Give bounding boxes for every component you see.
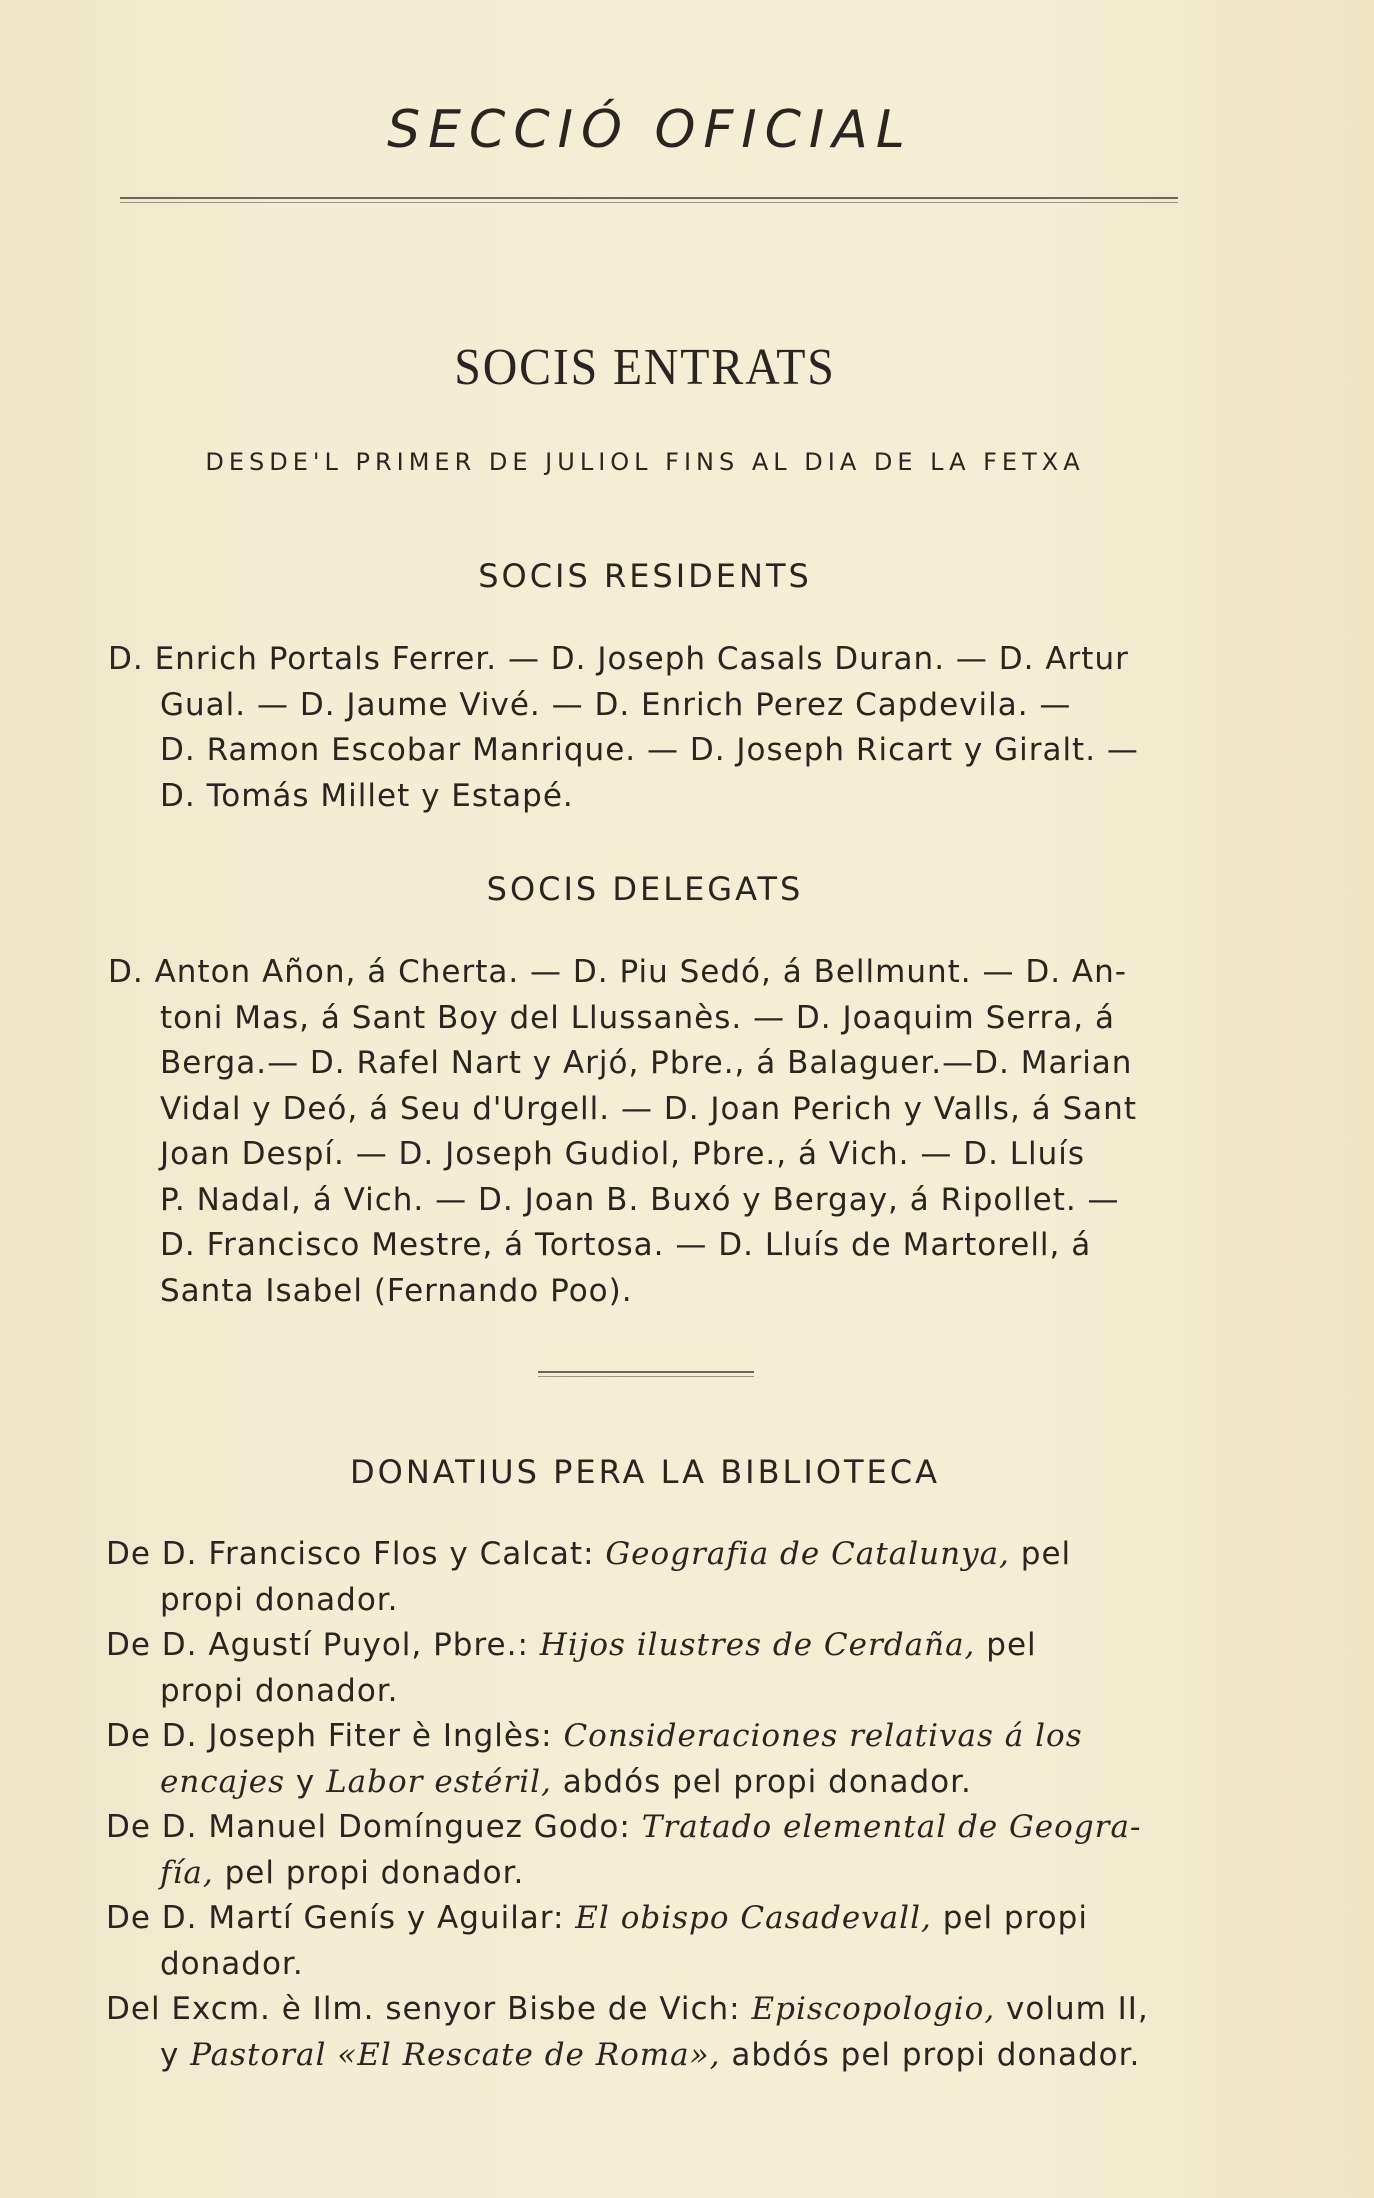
delegats-line: Joan Despí. — D. Joseph Gudiol, Pbre., á Vich. — D. Lluís xyxy=(160,1136,1086,1172)
residents-paragraph xyxy=(108,637,1186,819)
delegats-line: Vidal y Deó, á Seu d'Urgell. — D. Joan Perich y Valls, á Sant xyxy=(160,1090,1137,1127)
residents-line: D. Tomás Millet y Estapé. xyxy=(160,777,574,814)
donation-entry xyxy=(106,1714,1186,1805)
donation-entry xyxy=(106,1532,1186,1623)
delegats-line: D. Anton Añon, á Cherta. — D. Piu Sedó, á Bellmunt. — D. An- xyxy=(108,954,1127,990)
socis-entrats-heading: SOCIS ENTRATS xyxy=(454,339,836,396)
top-rule-thin xyxy=(120,202,1178,203)
donation-entry xyxy=(106,1896,1186,1987)
book-title: Episcopologio, xyxy=(751,1991,996,2027)
donation-entry xyxy=(106,1623,1186,1714)
residents-line: D. Ramon Escobar Manrique. — D. Joseph Ricart y Giralt. — xyxy=(160,732,1139,768)
delegats-line: Berga.— D. Rafel Nart y Arjó, Pbre., á Balaguer.—D. Marian xyxy=(160,1045,1133,1081)
book-title: Hijos ilustres de Cerdaña, xyxy=(539,1627,976,1663)
residents-heading: SOCIS RESIDENTS xyxy=(478,557,812,595)
donation-entry xyxy=(106,1805,1186,1896)
delegats-line: Santa Isabel (Fernando Poo). xyxy=(160,1272,633,1309)
delegats-paragraph xyxy=(108,950,1186,1314)
donation-text: abdós pel propi donador. xyxy=(551,1763,972,1800)
book-title: fía, xyxy=(160,1854,214,1891)
donation-text: pel propi xyxy=(931,1900,1088,1936)
residents-line: D. Enrich Portals Ferrer. — D. Joseph Casals Duran. — D. Artur xyxy=(108,641,1129,677)
section-divider xyxy=(538,1371,754,1373)
donor-text: De D. Agustí Puyol, Pbre.: xyxy=(106,1627,540,1663)
delegats-line: P. Nadal, á Vich. — D. Joan B. Buxó y Bergay, á Ripollet. — xyxy=(160,1181,1120,1218)
donation-text: pel propi donador. xyxy=(213,1854,525,1891)
section-divider-thin xyxy=(538,1376,754,1377)
donor-text: De D. Manuel Domínguez Godo: xyxy=(106,1809,642,1845)
residents-line: Gual. — D. Jaume Vivé. — D. Enrich Perez Capdevila. — xyxy=(160,686,1072,723)
donation-text: y xyxy=(285,1763,327,1800)
donatius-heading: DONATIUS PERA LA BIBLIOTECA xyxy=(350,1453,940,1491)
book-title: El obispo Casadevall, xyxy=(575,1900,932,1936)
socis-entrats-subtitle: DESDE'L PRIMER DE JULIOL FINS AL DIA DE LA FETXA xyxy=(205,448,1085,476)
donation-text: pel xyxy=(1009,1536,1072,1572)
donation-text: y xyxy=(160,2036,191,2073)
donor-text: Del Excm. è Ilm. senyor Bisbe de Vich: xyxy=(106,1991,752,2027)
book-title: Geografia de Catalunya, xyxy=(605,1536,1010,1572)
donation-text: propi donador. xyxy=(160,1581,399,1618)
book-title: Labor estéril, xyxy=(326,1763,552,1800)
book-title: Consideraciones relativas á los xyxy=(563,1718,1083,1754)
donation-text: donador. xyxy=(160,1945,304,1982)
delegats-line: D. Francisco Mestre, á Tortosa. — D. Lluís de Martorell, á xyxy=(160,1227,1092,1263)
donor-text: De D. Francisco Flos y Calcat: xyxy=(106,1536,606,1572)
donor-text: De D. Martí Genís y Aguilar: xyxy=(106,1900,576,1936)
donation-entry xyxy=(106,1987,1186,2078)
delegats-line: toni Mas, á Sant Boy del Llussanès. — D. Joaquim Serra, á xyxy=(160,999,1116,1036)
book-title: Pastoral «El Rescate de Roma», xyxy=(190,2036,721,2073)
book-title: Tratado elemental de Geogra- xyxy=(641,1809,1142,1845)
donor-text: De D. Joseph Fiter è Inglès: xyxy=(106,1718,564,1754)
donation-text: volum II, xyxy=(995,1991,1149,2027)
top-rule xyxy=(120,197,1178,199)
donation-text: pel xyxy=(975,1627,1037,1663)
section-title: SECCIÓ OFICIAL xyxy=(387,100,913,160)
donation-text: abdós pel propi donador. xyxy=(720,2036,1141,2073)
donation-text: propi donador. xyxy=(160,1672,399,1709)
book-title: encajes xyxy=(160,1763,286,1800)
delegats-heading: SOCIS DELEGATS xyxy=(486,870,804,908)
